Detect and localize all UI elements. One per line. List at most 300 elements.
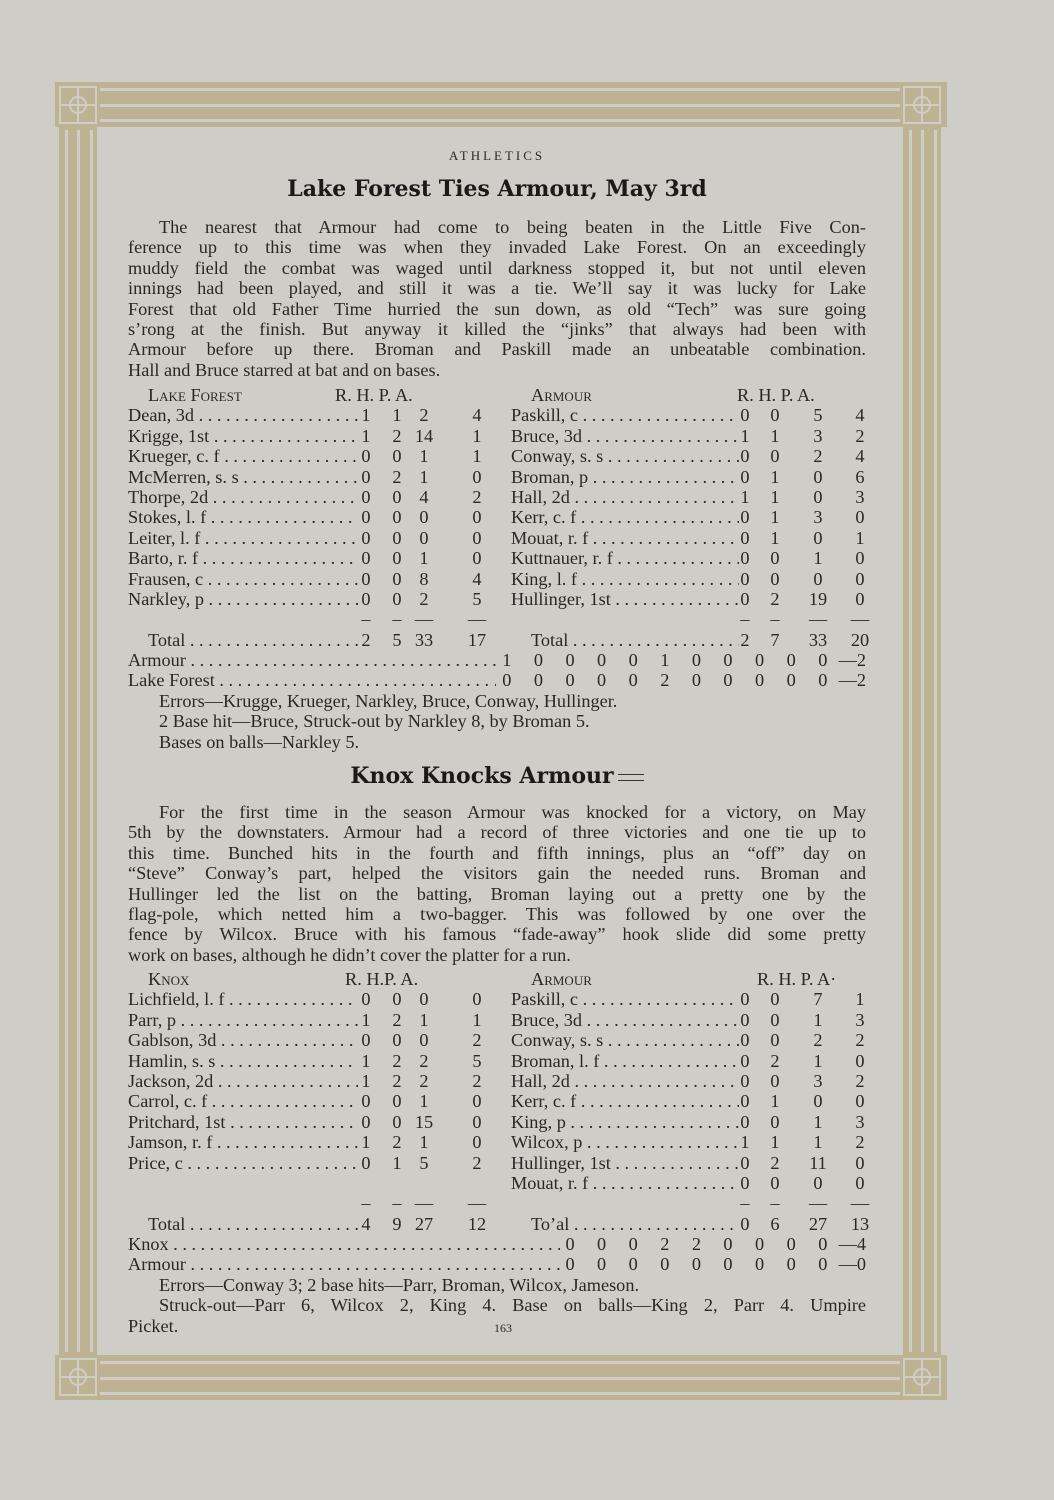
stat-value: 1 [740,1132,750,1153]
inning-runs: 0 [755,650,765,671]
player-name: Price, c . . . [128,1153,358,1173]
player-name: Hall, 2d . . . [511,1071,739,1091]
paragraph-line: The nearest that Armour had come to being beaten in the Little Five Con- [159,217,866,237]
inning-runs: 0 [565,650,575,671]
stat-value: 1 [770,425,780,446]
rule-dash: — [414,609,434,630]
stat-value: 5 [813,405,823,426]
player-name: Conway, s. s . . . [511,1030,739,1050]
paragraph-line: For the first time in the season Armour was knocked for a victory, on May [159,802,866,822]
stat-value: 0 [392,568,402,589]
stat-value: 1 [472,446,482,467]
stat-columns-header: R. H. P. A· [757,969,837,989]
stat-value: 3 [855,486,865,507]
linescore-innings [491,650,866,670]
player-name: Gablson, 3d . . . [128,1030,358,1050]
stat-value: 0 [770,1070,780,1091]
game-note: 2 Base hit—Bruce, Struck-out by Narkley 8, by Broman 5. [159,711,590,732]
stat-value: 1 [813,1009,823,1030]
total-value: 12 [467,1213,487,1234]
inning-runs: 0 [691,650,701,671]
stat-value: 0 [392,1091,402,1112]
player-name: Broman, l. f . . . [511,1051,739,1071]
stat-value: 5 [472,588,482,609]
paragraph-line: 5th by the downstaters. Armour had a record of three victories and one tie up to [128,822,866,843]
stat-value: 2 [770,1152,780,1173]
paragraph-line: ference up to this time was when they invaded Lake Forest. On an exceedingly [128,237,866,258]
stat-value: 2 [770,1050,780,1071]
stat-value: 7 [813,989,823,1010]
page-number: 163 [494,1321,512,1335]
stat-value: 0 [855,1152,865,1173]
total-value: 33 [414,629,434,650]
player-name: Hall, 2d . . . [511,487,739,507]
total-runs-separator: — [838,670,857,691]
player-name: Hamlin, s. s . . . [128,1051,358,1071]
inning-runs: 0 [786,650,796,671]
paragraph-line: s’rong at the finish. But anyway it killed the “jinks” that always had been with [128,318,866,339]
stat-value: 0 [770,568,780,589]
table-row [128,548,866,568]
player-name: Kuttnauer, r. f . . . [511,548,739,568]
stat-value: 0 [392,486,402,507]
stat-value: 14 [414,425,434,446]
total-runs: 4 [856,1234,866,1255]
rule-dash: — [808,609,828,630]
article-paragraph-knox [128,802,866,965]
table-row [128,569,866,589]
stat-value: 3 [813,1070,823,1091]
stat-value: 1 [770,466,780,487]
stat-value: 2 [472,1152,482,1173]
rule-dash: — [850,1193,870,1214]
stat-value: 1 [419,1091,429,1112]
stat-value: 0 [361,1152,371,1173]
inning-runs: 0 [755,1234,765,1255]
player-name: Bruce, 3d . . . [511,426,739,446]
stat-value: 0 [855,1172,865,1193]
player-name: Paskill, c . . . [511,405,739,425]
stat-value: 19 [808,588,828,609]
stat-value: 0 [813,568,823,589]
stat-value: 2 [472,1030,482,1051]
stat-value: 0 [855,507,865,528]
inning-runs: 0 [502,670,512,691]
player-name: Thorpe, 2d . . . [128,487,358,507]
table-header-row [128,385,866,405]
table-row [128,1132,866,1152]
stat-value: 2 [392,1009,402,1030]
table-row [128,467,866,487]
stat-value: 6 [855,466,865,487]
stat-value: 2 [472,486,482,507]
player-name: Krueger, c. f . . . [128,446,358,466]
stat-value: 0 [740,1091,750,1112]
total-value: 5 [392,629,402,650]
stat-value: 5 [419,1152,429,1173]
inning-runs: 0 [818,1254,828,1275]
stat-value: 0 [361,486,371,507]
stat-value: 0 [740,548,750,569]
totals-row [128,629,870,650]
stat-value: 2 [855,425,865,446]
player-name: Hullinger, 1st . . . [511,1153,739,1173]
table-row [128,1051,866,1071]
stat-value: 2 [419,405,429,426]
stat-value: 0 [770,548,780,569]
player-name: Jackson, 2d . . . [128,1071,358,1091]
inning-runs: 0 [628,1234,638,1255]
inning-runs: 1 [660,650,670,671]
total-value: 0 [740,1213,750,1234]
stat-value: 1 [770,486,780,507]
stat-value: 0 [740,1030,750,1051]
total-value: 6 [770,1213,780,1234]
stat-value: 0 [419,989,429,1010]
stat-value: 0 [855,588,865,609]
player-name: King, l. f . . . [511,569,739,589]
stat-value: 0 [740,507,750,528]
player-name: Wilcox, p . . . [511,1132,739,1152]
stat-value: 0 [813,1091,823,1112]
stat-value: 0 [855,1091,865,1112]
stat-value: 0 [361,1030,371,1051]
inning-runs: 0 [565,670,575,691]
player-name: Parr, p . . . [128,1010,358,1030]
stat-value: 0 [392,588,402,609]
stat-value: 1 [740,425,750,446]
stat-value: 0 [361,527,371,548]
inning-runs: 0 [818,670,828,691]
stat-value: 0 [740,405,750,426]
stat-value: 3 [813,507,823,528]
stat-value: 1 [419,1009,429,1030]
table-row [128,487,866,507]
table-row [128,405,866,425]
paragraph-line: innings had been played, and still it was a tie. We’ll say it was lucky for Lake [128,278,866,299]
article-title-knox [128,763,866,789]
player-name: McMerren, s. s . . . [128,467,358,487]
inning-runs: 0 [533,650,543,671]
article-paragraph-lake-forest [128,217,866,380]
inning-runs: 0 [628,1254,638,1275]
paragraph-line: muddy field the combat was waged until darkness stopped it, but not until eleven [128,257,866,278]
game-note: Errors—Conway 3; 2 base hits—Parr, Broman, Wilcox, Jameson. [159,1274,640,1295]
stat-value: 0 [419,507,429,528]
totals-row [128,1213,870,1234]
stat-value: 0 [740,1111,750,1132]
stat-value: 0 [361,1091,371,1112]
stat-value: 4 [855,446,865,467]
inning-runs: 0 [723,1254,733,1275]
rule-dash: – [392,609,402,630]
player-name: Carrol, c. f . . . [128,1091,358,1111]
stat-value: 0 [392,989,402,1010]
table-row [128,507,866,527]
paragraph-line: work on bases, although he didn’t cover the platter for a run. [128,944,571,965]
inning-runs: 0 [755,670,765,691]
inning-runs: 0 [628,650,638,671]
title-text: Knox Knocks Armour [350,763,614,789]
game-note: Struck-out—Parr 6, Wilcox 2, King 4. Base on balls—King 2, Parr 4. Umpire [159,1295,866,1316]
total-value: 17 [467,629,487,650]
linescore-innings [554,1234,866,1254]
stat-value: 0 [361,989,371,1010]
inning-runs: 0 [723,670,733,691]
stat-value: 2 [419,1070,429,1091]
total-label: Total . . . [531,630,739,650]
inning-runs: 0 [597,1234,607,1255]
stat-value: 2 [392,1070,402,1091]
inning-runs: 0 [723,650,733,671]
stat-value: 1 [361,1070,371,1091]
article-title-lake-forest: Lake Forest Ties Armour, May 3rd [287,176,707,202]
stat-value: 0 [392,1030,402,1051]
total-value: 4 [361,1213,371,1234]
total-runs-separator: — [838,650,857,671]
player-name: Krigge, 1st . . . [128,426,358,446]
stat-value: 2 [392,1132,402,1153]
stat-value: 8 [419,568,429,589]
rule-dash: – [770,1193,780,1214]
box-score-knox [128,969,870,1336]
stat-value: 2 [392,1050,402,1071]
stat-value: 0 [770,989,780,1010]
stat-value: 2 [813,446,823,467]
linescore-team: Knox . . . [128,1234,560,1254]
stat-value: 1 [361,1132,371,1153]
total-runs-separator: — [838,1234,857,1255]
stat-value: 2 [419,588,429,609]
stat-value: 0 [472,1091,482,1112]
table-row [128,1030,866,1050]
rule-dash: – [770,609,780,630]
paragraph-line: flag-pole, which netted him a two-bagger. This was followed by one over the [128,903,866,924]
player-name: Narkley, p . . . [128,589,358,609]
inning-runs: 0 [723,1234,733,1255]
stat-value: 4 [472,568,482,589]
inning-runs: 0 [565,1254,575,1275]
total-label: Total . . . [148,630,358,650]
rule-dash: — [467,1193,487,1214]
inning-runs: 2 [691,1234,701,1255]
stat-value: 1 [419,548,429,569]
total-value: 27 [808,1213,828,1234]
stat-value: 4 [472,405,482,426]
title-ornament [618,774,644,781]
inning-runs: 0 [786,670,796,691]
stat-value: 5 [472,1050,482,1071]
rule-dash: — [850,609,870,630]
stat-value: 0 [740,1070,750,1091]
total-value: 27 [414,1213,434,1234]
stat-value: 0 [813,486,823,507]
player-name: Bruce, 3d . . . [511,1010,739,1030]
stat-value: 1 [770,527,780,548]
stat-value: 0 [740,568,750,589]
linescore-team: Armour . . . [128,1254,560,1274]
stat-value: 0 [392,1111,402,1132]
stat-value: 0 [472,989,482,1010]
table-row [128,1173,866,1193]
stat-value: 1 [419,1132,429,1153]
player-name: Barto, r. f . . . [128,548,358,568]
table-row [128,1010,866,1030]
total-runs: 2 [856,650,866,671]
stat-value: 1 [392,405,402,426]
stat-value: 1 [813,548,823,569]
stat-value: 0 [813,466,823,487]
stat-value: 1 [361,405,371,426]
stat-value: 4 [855,405,865,426]
stat-columns-header: R. H.P. A. [345,969,419,989]
player-name: King, p . . . [511,1112,739,1132]
stat-value: 2 [813,1030,823,1051]
paragraph-line: fence by Wilcox. Bruce with his famous “fade-away” hook slide did some pretty [128,924,866,945]
stat-value: 1 [361,425,371,446]
rule-dash: – [740,1193,750,1214]
stat-value: 0 [361,466,371,487]
game-note: Errors—Krugge, Krueger, Narkley, Bruce, Conway, Hullinger. [159,690,618,711]
table-row [128,446,866,466]
stat-value: 0 [740,466,750,487]
stat-value: 0 [740,588,750,609]
table-row [128,1112,866,1132]
stat-value: 0 [740,1172,750,1193]
paragraph-line: “Steve” Conway’s part, helped the visitors gain the needed runs. Broman and [128,863,866,884]
inning-runs: 0 [755,1254,765,1275]
inning-runs: 0 [786,1234,796,1255]
stat-value: 0 [770,1030,780,1051]
inning-runs: 0 [660,1254,670,1275]
stat-value: 1 [813,1050,823,1071]
total-value: 20 [850,629,870,650]
stat-value: 3 [855,1009,865,1030]
total-value: 13 [850,1213,870,1234]
stat-value: 2 [392,466,402,487]
inning-runs: 0 [597,1254,607,1275]
stat-value: 1 [770,1132,780,1153]
stat-columns-header: R. H. P. A. [335,385,413,405]
stat-value: 0 [392,446,402,467]
rule-dash: — [414,1193,434,1214]
table-row [128,589,866,609]
player-name: Dean, 3d . . . [128,405,358,425]
inning-runs: 0 [628,670,638,691]
stat-value: 4 [419,486,429,507]
totals-rule-row [128,1193,870,1214]
stat-value: 2 [855,1132,865,1153]
box-score-lake-forest [128,385,870,752]
linescore-row [128,1254,866,1274]
team-name-right: Armour [531,969,592,989]
paragraph-line: this time. Bunched hits in the fourth and fifth innings, plus an “off” day on [128,842,866,863]
stat-value: 0 [770,1111,780,1132]
stat-value: 0 [472,548,482,569]
stat-value: 1 [419,466,429,487]
stat-value: 0 [361,548,371,569]
stat-value: 0 [361,568,371,589]
stat-value: 3 [813,425,823,446]
stat-value: 0 [740,446,750,467]
stat-value: 1 [472,1009,482,1030]
stat-value: 0 [740,1152,750,1173]
stat-value: 1 [740,486,750,507]
stat-value: 0 [472,466,482,487]
total-label: To’al . . . [531,1214,739,1234]
stat-value: 0 [472,527,482,548]
player-name: Broman, p . . . [511,467,739,487]
stat-value: 2 [472,1070,482,1091]
stat-value: 1 [419,446,429,467]
stat-value: 2 [419,1050,429,1071]
stat-value: 2 [392,425,402,446]
player-name: Pritchard, 1st . . . [128,1112,358,1132]
stat-value: 0 [855,548,865,569]
total-runs: 0 [856,1254,866,1275]
linescore-innings [491,670,866,690]
total-label: Total . . . [148,1214,358,1234]
stat-value: 1 [361,1050,371,1071]
total-value: 7 [770,629,780,650]
stat-value: 0 [419,527,429,548]
stat-value: 11 [809,1152,827,1173]
stat-value: 2 [770,588,780,609]
team-name-left: Knox [148,969,190,989]
stat-value: 0 [419,1030,429,1051]
stat-value: 0 [770,1172,780,1193]
inning-runs: 0 [597,650,607,671]
stat-value: 0 [392,527,402,548]
player-name: Stokes, l. f . . . [128,507,358,527]
stat-value: 0 [392,548,402,569]
inning-runs: 0 [533,670,543,691]
paragraph-line: Armour before up there. Broman and Paskill made an unbeatable combination. [128,339,866,360]
inning-runs: 0 [691,670,701,691]
rule-dash: — [808,1193,828,1214]
inning-runs: 0 [597,670,607,691]
linescore-team: Lake Forest . . . [128,670,496,690]
rule-dash: – [361,1193,371,1214]
player-name: Conway, s. s . . . [511,446,739,466]
total-value: 33 [808,629,828,650]
player-name: Jamson, r. f . . . [128,1132,358,1152]
stat-value: 0 [855,568,865,589]
linescore-team: Armour . . . [128,650,496,670]
inning-runs: 2 [660,1234,670,1255]
stat-value: 0 [361,507,371,528]
stat-value: 0 [740,989,750,1010]
table-row [128,426,866,446]
stat-value: 1 [770,1091,780,1112]
stat-value: 2 [855,1030,865,1051]
stat-value: 0 [855,1050,865,1071]
player-name: Hullinger, 1st . . . [511,589,739,609]
table-row [128,989,866,1009]
inning-runs: 0 [818,1234,828,1255]
team-name-left: Lake Forest [148,385,242,405]
stat-value: 1 [770,507,780,528]
rule-dash: – [740,609,750,630]
team-name-right: Armour [531,385,592,405]
stat-value: 1 [813,1132,823,1153]
rule-dash: – [392,1193,402,1214]
stat-value: 15 [414,1111,434,1132]
stat-value: 0 [472,1111,482,1132]
player-name: Lichfield, l. f . . . [128,989,358,1009]
total-runs-separator: — [838,1254,857,1275]
total-value: 9 [392,1213,402,1234]
